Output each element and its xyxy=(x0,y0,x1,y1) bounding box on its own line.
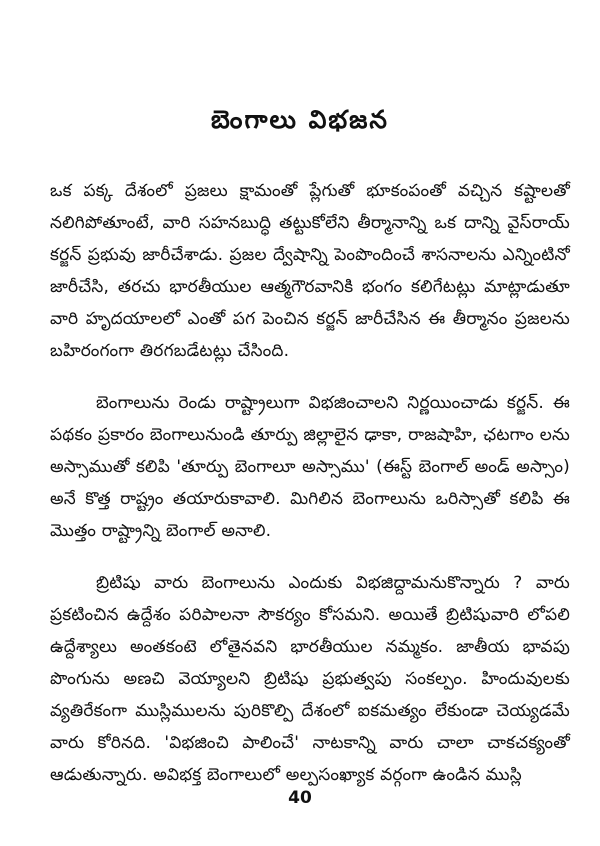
paragraph-2: బెంగాలును రెండు రాష్ట్రాలుగా విభజించాలని నిర్ణయించాడు కర్జన్. ఈ పథకం ప్రకారం బెంగాలునుండి తూర్పు జిల్లాలైన ఢాకా, రాజషాహి, ఛటగాం లను అస్సాముతో కలిపి 'తూర్పు బెంగాలూ అస్సాము' (ఈస్ట్ బెంగాల్ అండ్ అస్సాం) అనే కొత్త రాష్ట్రం తయారుకావాలి. మిగిలిన బెంగాలును ఒరిస్సాతో కలిపి ఈ మొత్తం రాష్ట్రాన్ని బెంగాల్ అనాలి. xyxy=(50,393,570,541)
paragraph-3: బ్రిటిషు వారు బెంగాలును ఎందుకు విభజిద్దామనుకొన్నారు ? వారు ప్రకటించిన ఉద్దేశం పరిపాలనా సౌకర్యం కోసమని. అయితే బ్రిటిషువారి లోపలి ఉద్దేశ్యాలు అంతకంటె లోతైనవని భారతీయుల నమ్మకం. జాతీయ భావపు పొంగును అణచి వెయ్యాలని బ్రిటిషు ప్రభుత్వపు సంకల్పం. హిందువులకు వ్యతిరేకంగా ముస్లిములను పురికొల్పి దేశంలో ఐకమత్యం లేకుండా చెయ్యడమే వారు కోరినది. 'విభజించి పాలించే' నాటకాన్ని వారు చాలా చాకచక్యంతో ఆడుతున్నారు. అవిభక్త బెంగాలులో అల్పసంఖ్యాక వర్గంగా ఉండిన ముస్లి xyxy=(50,573,570,785)
chapter-title: బెంగాలు విభజన xyxy=(211,105,389,134)
page-number: 40 xyxy=(288,788,312,808)
paragraph-1: ఒక పక్క దేశంలో ప్రజలు క్షామంతో ప్లేగుతో భూకంపంతో వచ్చిన కష్టాలతో నలిగిపోతూంటే, వారి సహనబుద్ధి తట్టుకోలేని తీర్మానాన్ని ఒక దాన్ని వైస్‌రాయ్ కర్జన్ ప్రభువు జారీచేశాడు. ప్రజల ద్వేషాన్ని పెంపొందించే శాసనాలను ఎన్నింటినో జారీచేసి, తరచు భారతీయుల ఆత్మగౌరవానికి భంగం కలిగేటట్లు మాట్లాడుతూ వారి హృదయాలలో ఎంతో పగ పెంచిన కర్జన్ జారీచేసిన ఈ తీర్మానం ప్రజలను బహిరంగంగా తిరగబడేటట్లు చేసింది. xyxy=(50,181,570,361)
page-body xyxy=(50,175,570,791)
